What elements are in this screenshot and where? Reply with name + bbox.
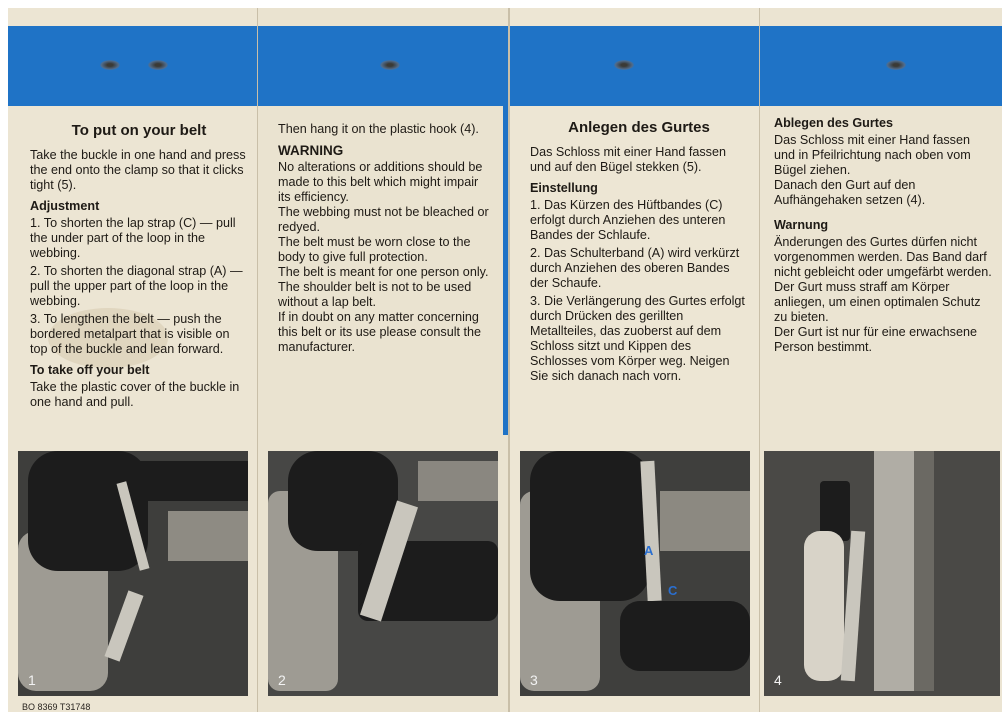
photo-3 [520,451,750,696]
adjust-step-1: 1. To shorten the lap strap (C) — pull the under part of the loop in the webbing. [30,216,236,260]
panel-english-put-on [8,8,258,712]
photo-4 [764,451,1000,696]
label-c: C [668,583,678,598]
section-heading-adjustment: Adjustment [30,199,100,213]
panel-english-warning [258,8,508,712]
staple-hole [380,60,400,70]
section-heading-einstellung: Einstellung [530,181,598,195]
photo-number: 3 [530,672,538,688]
panel-german-ablegen [760,8,1002,712]
photo-1 [18,451,248,696]
section-heading-take-off: To take off your belt [30,363,150,377]
blue-band [760,26,1002,106]
photo-number: 2 [278,672,286,688]
print-code: BO 8369 T31748 [22,702,91,712]
warning-heading: WARNING [278,143,344,158]
warning-item: The belt is meant for one person only. [278,265,489,279]
label-a: A [644,543,654,558]
staple-hole [148,60,168,70]
photo-number: 4 [774,672,782,688]
warning-item: The shoulder belt is not to be used without a lap belt. [278,280,472,309]
warning-item: No alterations or additions should be made to this belt which might impair its efficiency. [278,160,483,204]
einstellung-step-1: 1. Das Kürzen des Hüftbandes (C) erfolgt durch Anziehen des unteren Bandes der Schlaufe. [530,198,726,242]
staple-hole [886,60,906,70]
blue-band [510,26,760,106]
warnung-item: Der Gurt ist nur für eine erwachsene Person bestimmt. [774,325,977,354]
blue-band [8,26,258,106]
photo-2 [268,451,498,696]
panel1-text [30,123,248,413]
section-heading-warnung: Warnung [774,218,829,232]
panel2-text [278,122,494,355]
staple-hole [100,60,120,70]
warning-item: The webbing must not be bleached or redyed. [278,205,489,234]
photo-number: 1 [28,672,36,688]
hook-text: Then hang it on the plastic hook (4). [278,122,479,136]
adjust-step-3: 3. To lengthen the belt — push the bordered metalpart that is visible on top of the buckle and lean forward. [30,312,230,356]
ablegen-text-2: Danach den Gurt auf den Aufhängehaken setzen (4). [774,178,926,207]
warning-item: The belt must be worn close to the body to give full protection. [278,235,471,264]
warning-item: If in doubt on any matter concerning this belt or its use please consult the manufacturer. [278,310,482,354]
warnung-item: Der Gurt muss straff am Körper anliegen, um einen optimalen Schutz zu bieten. [774,280,981,324]
panel4-text [774,116,992,355]
take-off-text: Take the plastic cover of the buckle in one hand and pull. [30,380,240,409]
einstellung-step-3: 3. Die Verlängerung des Gurtes erfolgt durch Drücken des gerillten Metallteiles, das zuoberst auf dem Schloss sitzt und Kippen des Schlosses vom Körper weg. Neigen Sie sich danach nach vorn. [530,294,745,383]
adjust-step-2: 2. To shorten the diagonal strap (A) — pull the upper part of the loop in the webbing. [30,264,243,308]
staple-hole [614,60,634,70]
page-title: Anlegen des Gurtes [568,119,710,136]
einstellung-step-2: 2. Das Schulterband (A) wird verkürzt durch Anziehen des oberen Bandes der Schaufe. [530,246,740,290]
intro-text: Take the buckle in one hand and press the end onto the clamp so that it clicks tight (5). [30,148,246,192]
intro-text: Das Schloss mit einer Hand fassen und auf den Bügel stekken (5). [530,145,726,174]
page-title: To put on your belt [71,122,207,139]
panel3-text [530,120,748,387]
panel-german-anlegen [510,8,760,712]
warnung-item: Änderungen des Gurtes dürfen nicht vorgenommen werden. Das Band darf nicht gebleicht oder umgefärbt werden. [774,235,992,279]
ablegen-text: Das Schloss mit einer Hand fassen und in Pfeilrichtung nach oben vom Bügel ziehen. [774,133,971,177]
section-heading-ablegen: Ablegen des Gurtes [774,116,893,130]
